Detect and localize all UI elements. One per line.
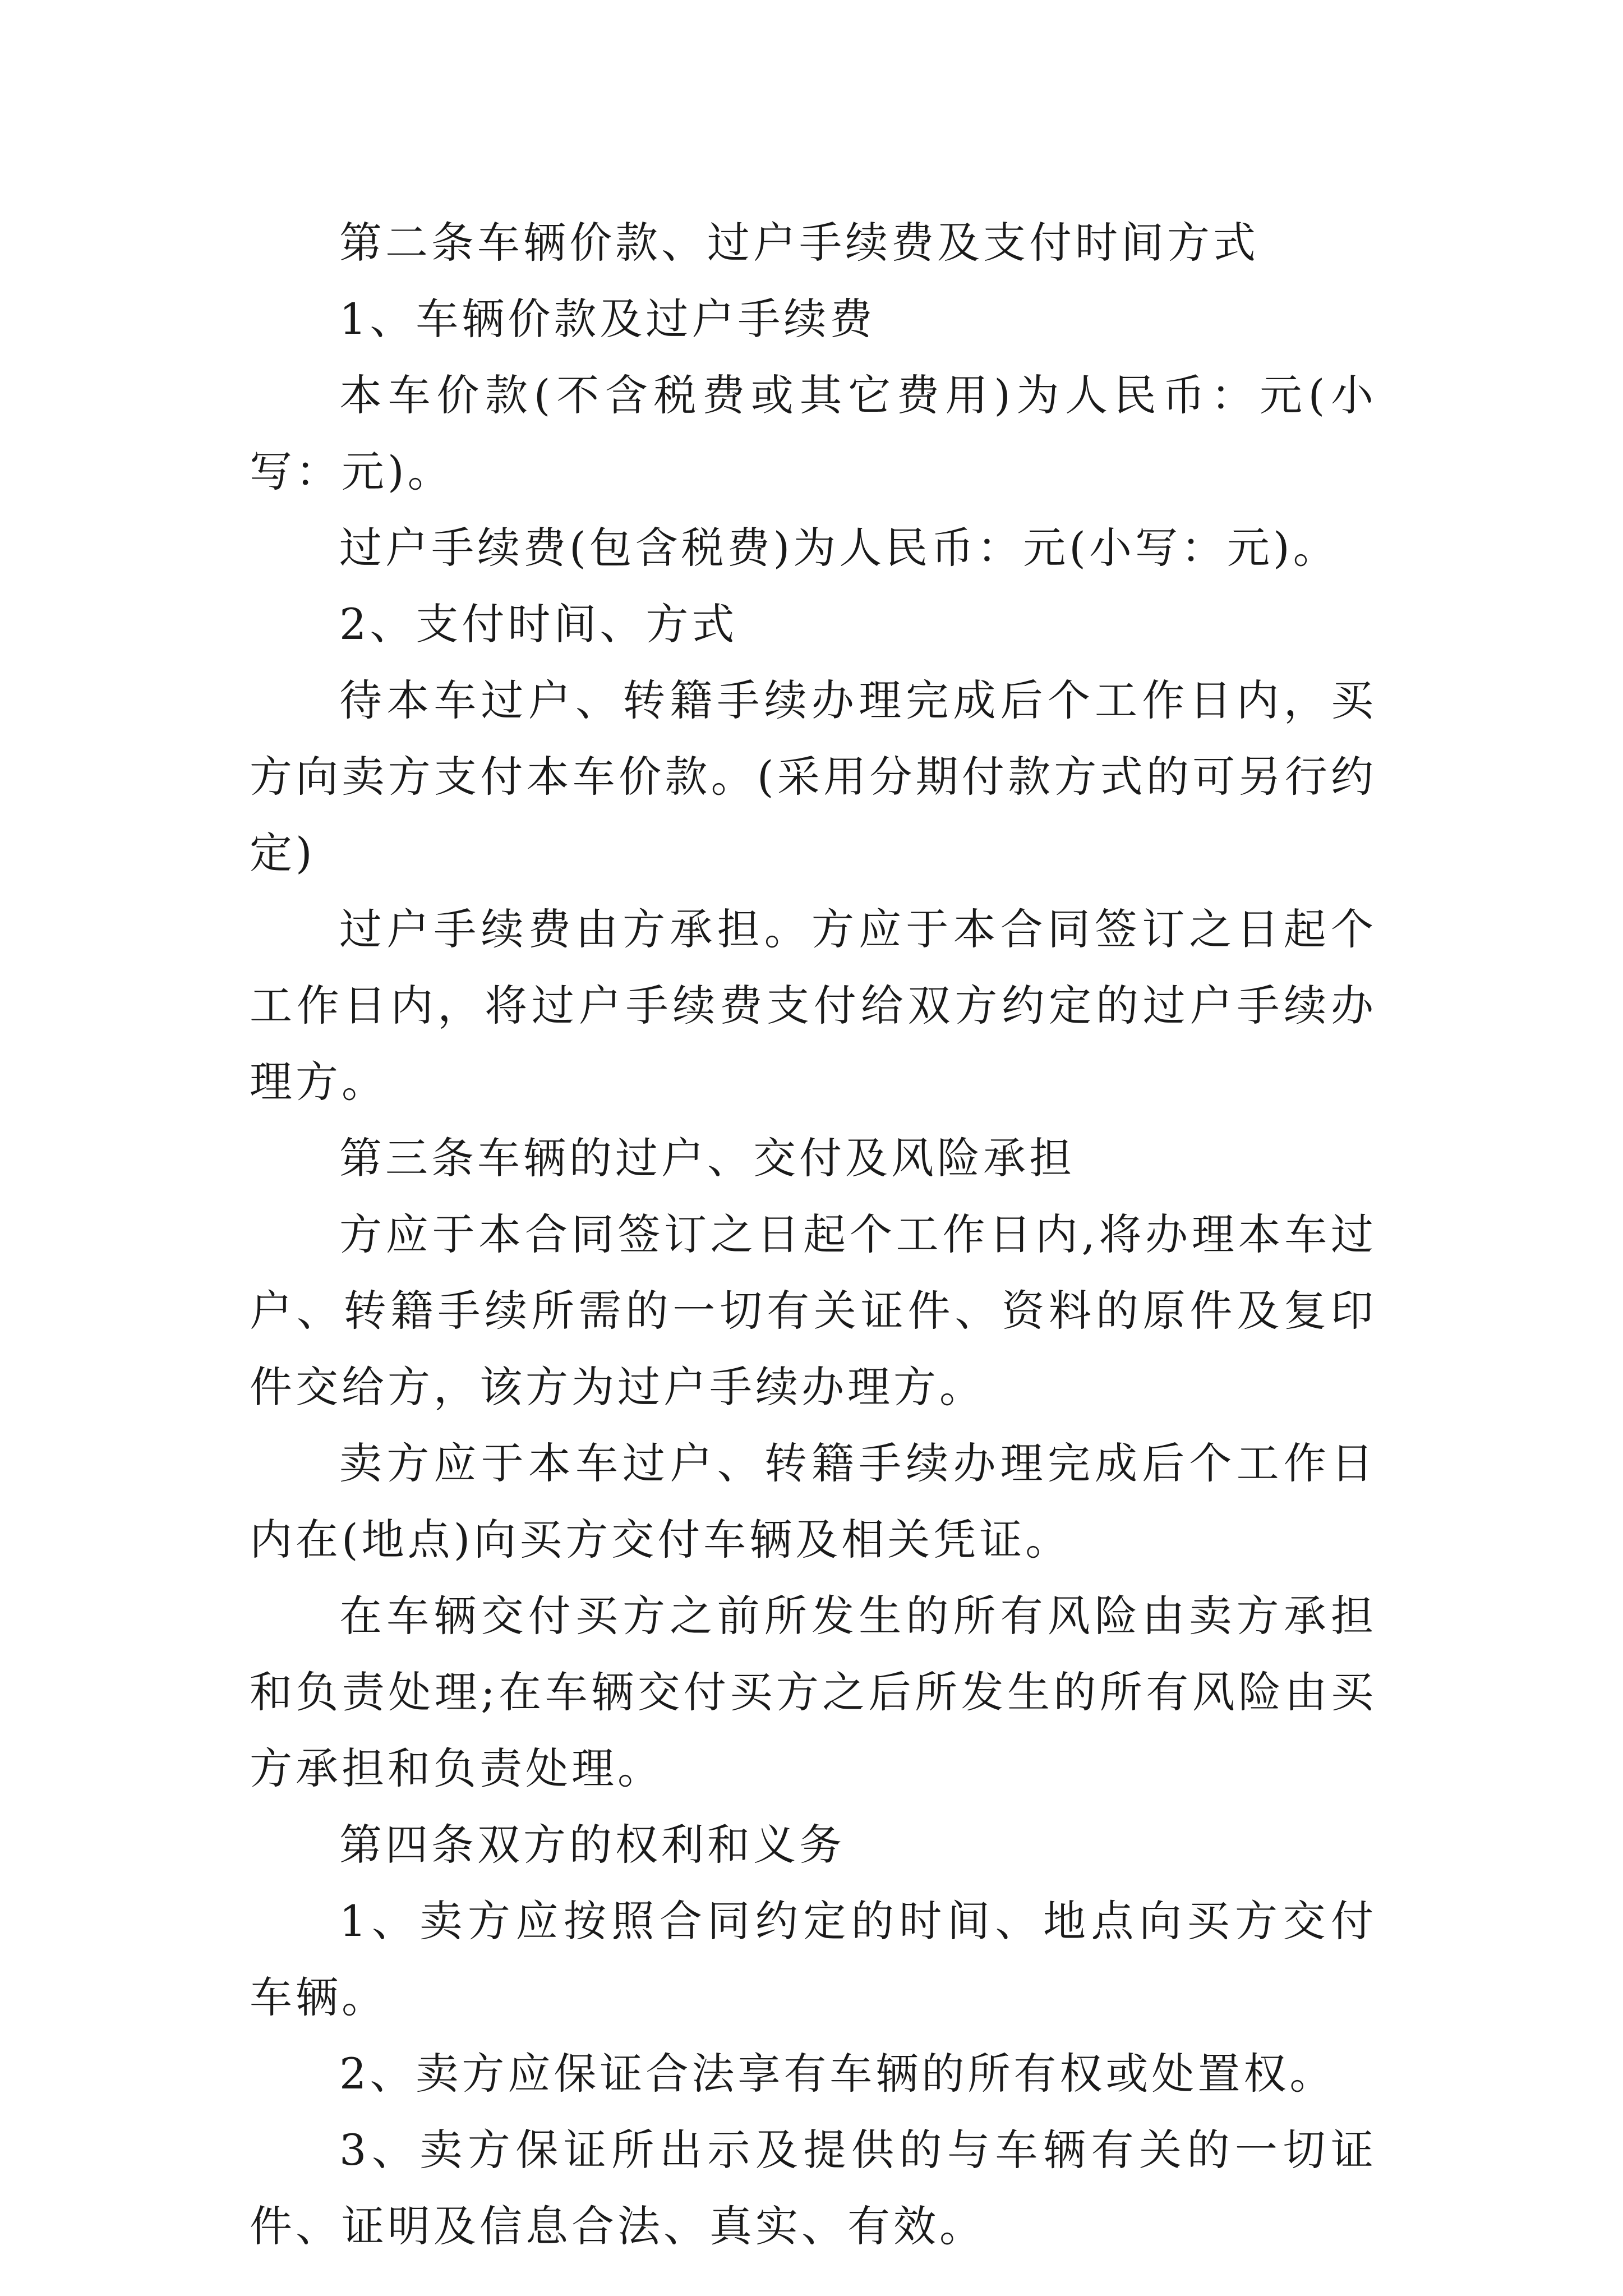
seller-obligation-2: 2、卖方应保证合法享有车辆的所有权或处置权。 [339,2049,1336,2099]
section-4-heading: 第四条双方的权利和义务 [339,1820,845,1870]
transfer-fee-payment-clause: 过户手续费由方承担。方应于本合同签订之日起个工作日内，将过户手续费支付给双方约定的过户手续办理方。 [250,904,1377,1107]
transfer-fee-clause: 过户手续费(包含税费)为人民币：元(小写：元)。 [339,523,1339,573]
payment-subheading: 2、支付时间、方式 [339,599,738,649]
section-3-heading: 第三条车辆的过户、交付及风险承担 [339,1133,1075,1183]
seller-obligation-3: 3、卖方保证所出示及提供的与车辆有关的一切证件、证明及信息合法、真实、有效。 [250,2125,1377,2251]
section-2-heading: 第二条车辆价款、过户手续费及支付时间方式 [339,218,1259,268]
price-and-fee-subheading: 1、车辆价款及过户手续费 [339,294,876,344]
payment-time-clause: 待本车过户、转籍手续办理完成后个工作日内，买方向卖方支付本车价款。(采用分期付款方式的可另行约定) [250,675,1377,878]
documents-handover-clause: 方应于本合同签订之日起个工作日内,将办理本车过户、转籍手续所需的一切有关证件、资料的原件及复印件交给方，该方为过户手续办理方。 [250,1209,1377,1412]
vehicle-delivery-clause: 卖方应于本车过户、转籍手续办理完成后个工作日内在(地点)向买方交付车辆及相关凭证。 [250,1438,1377,1565]
document-body [250,205,1377,2265]
seller-obligation-1: 1、卖方应按照合同约定的时间、地点向买方交付车辆。 [250,1896,1377,2022]
risk-clause: 在车辆交付买方之前所发生的所有风险由卖方承担和负责处理;在车辆交付买方之后所发生的所有风险由买方承担和负责处理。 [250,1591,1377,1793]
vehicle-price-clause: 本车价款(不含税费或其它费用)为人民币：元(小写：元)。 [250,370,1377,496]
